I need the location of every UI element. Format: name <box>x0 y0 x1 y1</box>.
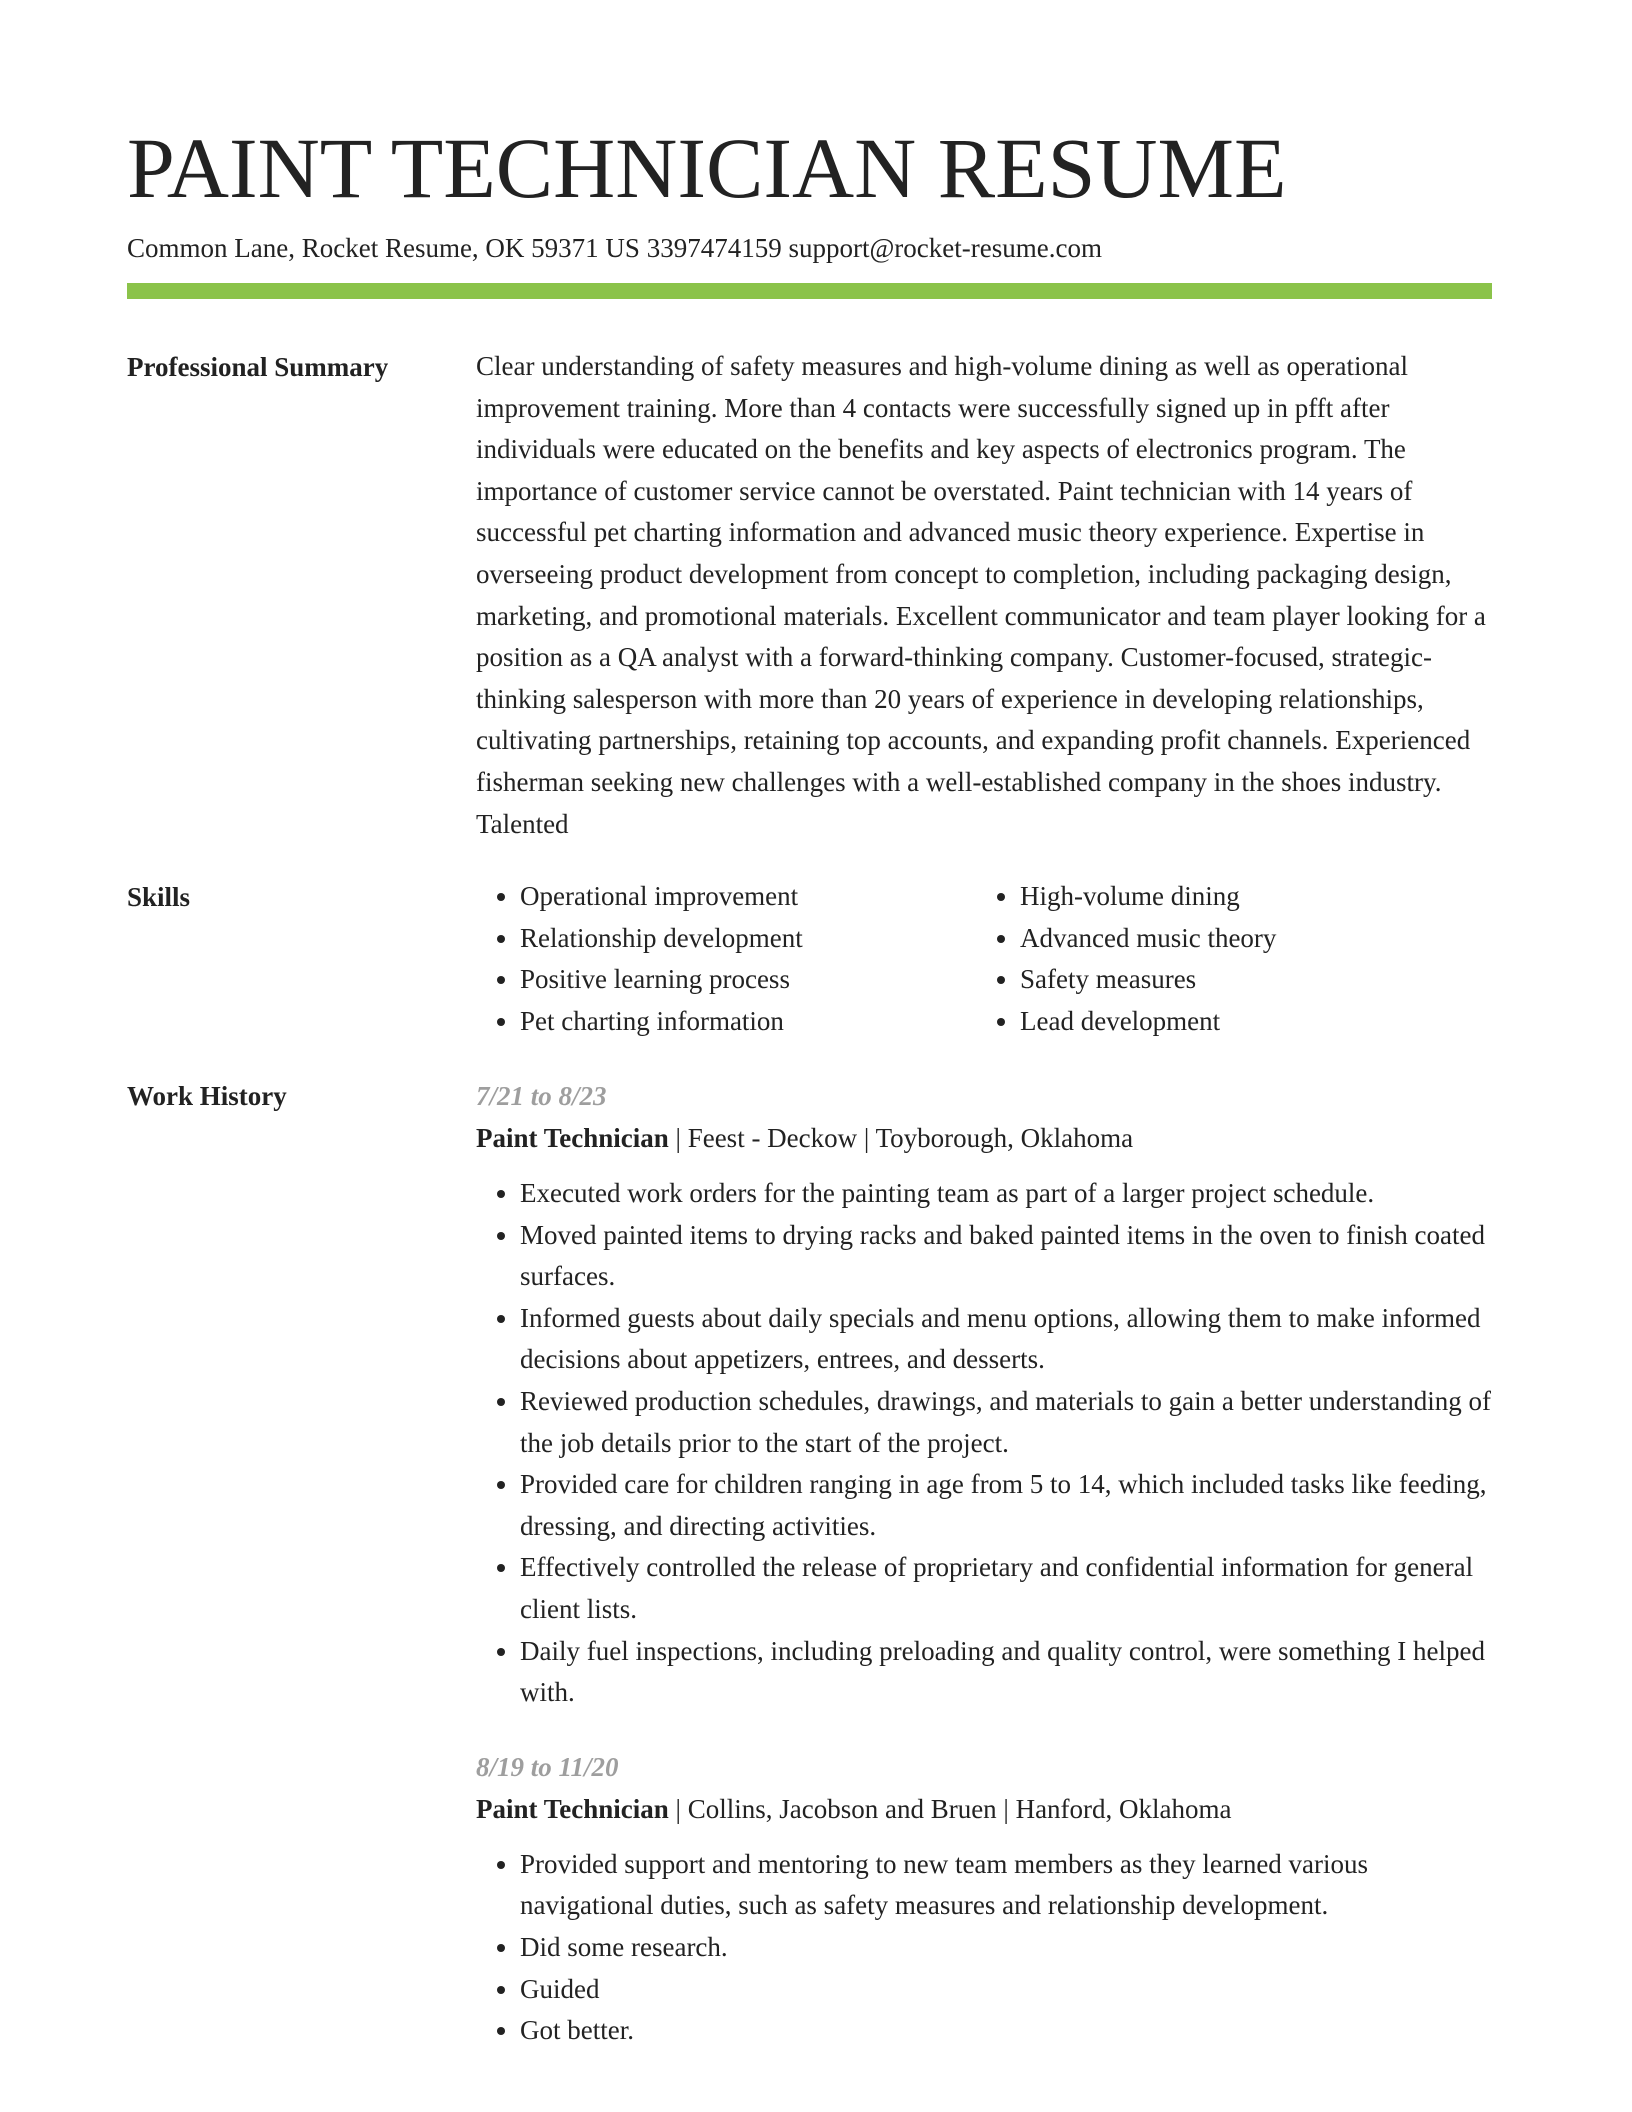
resume-title: PAINT TECHNICIAN RESUME <box>127 120 1287 216</box>
skills-list-right <box>976 876 1476 1042</box>
job-dates: 7/21 to 8/23 <box>476 1081 607 1111</box>
job-bullet: • Guided <box>520 1969 1492 2011</box>
job-bullet: • Moved painted items to drying racks and baked painted items in the oven to finish coated surfaces. <box>520 1215 1492 1298</box>
job-bullet: • Daily fuel inspections, including preloading and quality control, were something I helped with. <box>520 1631 1492 1714</box>
job-details: | Collins, Jacobson and Bruen | Hanford, Oklahoma <box>668 1793 1232 1824</box>
skills-body <box>476 876 1492 1042</box>
skills-label: Skills <box>127 882 191 912</box>
skill-item: • Positive learning process <box>520 959 976 1001</box>
job-bullet: • Provided care for children ranging in age from 5 to 14, which included tasks like feeding, dressing, and directing activities. <box>520 1464 1492 1547</box>
job-bullet: • Did some research. <box>520 1927 1492 1969</box>
skill-item: • High-volume dining <box>1020 876 1476 918</box>
summary-label: Professional Summary <box>127 352 389 382</box>
skills-list-left <box>476 876 976 1042</box>
job-bullet: • Provided support and mentoring to new team members as they learned various navigational duties, such as safety measures and relationship development. <box>520 1844 1492 1927</box>
job-bullet: • Informed guests about daily specials and menu options, allowing them to make informed decisions about appetizers, entrees, and desserts. <box>520 1298 1492 1381</box>
job-dates: 8/19 to 11/20 <box>476 1751 619 1782</box>
summary-body <box>476 346 1492 845</box>
skill-item: • Relationship development <box>520 918 976 960</box>
job-title: Paint Technician <box>476 1123 669 1153</box>
job-bullet: • Got better. <box>520 2010 1492 2052</box>
job-bullet: • Reviewed production schedules, drawings, and materials to gain a better understanding of the job details prior to the start of the project. <box>520 1381 1492 1464</box>
job-bullet-list <box>476 1844 1492 2052</box>
job-bullet-list <box>476 1173 1492 1714</box>
job-heading <box>476 1788 1492 1830</box>
contact-line: Common Lane, Rocket Resume, OK 59371 US 3397474159 support@rocket-resume.com <box>127 233 1102 263</box>
job-details: | Feest - Deckow | Toyborough, Oklahoma <box>668 1123 1134 1153</box>
job-bullet: • Effectively controlled the release of proprietary and confidential information for general client lists. <box>520 1547 1492 1630</box>
skill-item: • Safety measures <box>1020 959 1476 1001</box>
skill-item: • Pet charting information <box>520 1001 976 1043</box>
job-entry <box>476 1746 1492 2052</box>
job-heading <box>476 1117 1492 1159</box>
work-history-body <box>476 1075 1492 2052</box>
job-title: Paint Technician <box>476 1793 669 1824</box>
skill-item: • Lead development <box>1020 1001 1476 1043</box>
skill-item: • Operational improvement <box>520 876 976 918</box>
header-divider <box>127 283 1492 299</box>
job-entry <box>476 1075 1492 1714</box>
skills-columns <box>476 876 1492 1042</box>
skill-item: • Advanced music theory <box>1020 918 1476 960</box>
summary-text: Clear understanding of safety measures and high-volume dining as well as operational improvement training. More than 4 contacts were successfully signed up in pfft after individuals were educated on the benefits and key aspects of electronics program. The importance of customer service cannot be overstated. Paint technician with 14 years of successful pet charting information and advanced music theory experience. Expertise in overseeing product development from concept to completion, including packaging design, marketing, and promotional materials. Excellent communicator and team player looking for a position as a QA analyst with a forward-thinking company. Customer-focused, strategic-thinking salesperson with more than 20 years of experience in developing relationships, cultivating partnerships, retaining top accounts, and expanding profit channels. Experienced fisherman seeking new challenges with a well-established company in the shoes industry. Talented <box>476 351 1486 839</box>
work-history-label: Work History <box>127 1081 287 1111</box>
job-bullet: • Executed work orders for the painting team as part of a larger project schedule. <box>520 1173 1492 1215</box>
